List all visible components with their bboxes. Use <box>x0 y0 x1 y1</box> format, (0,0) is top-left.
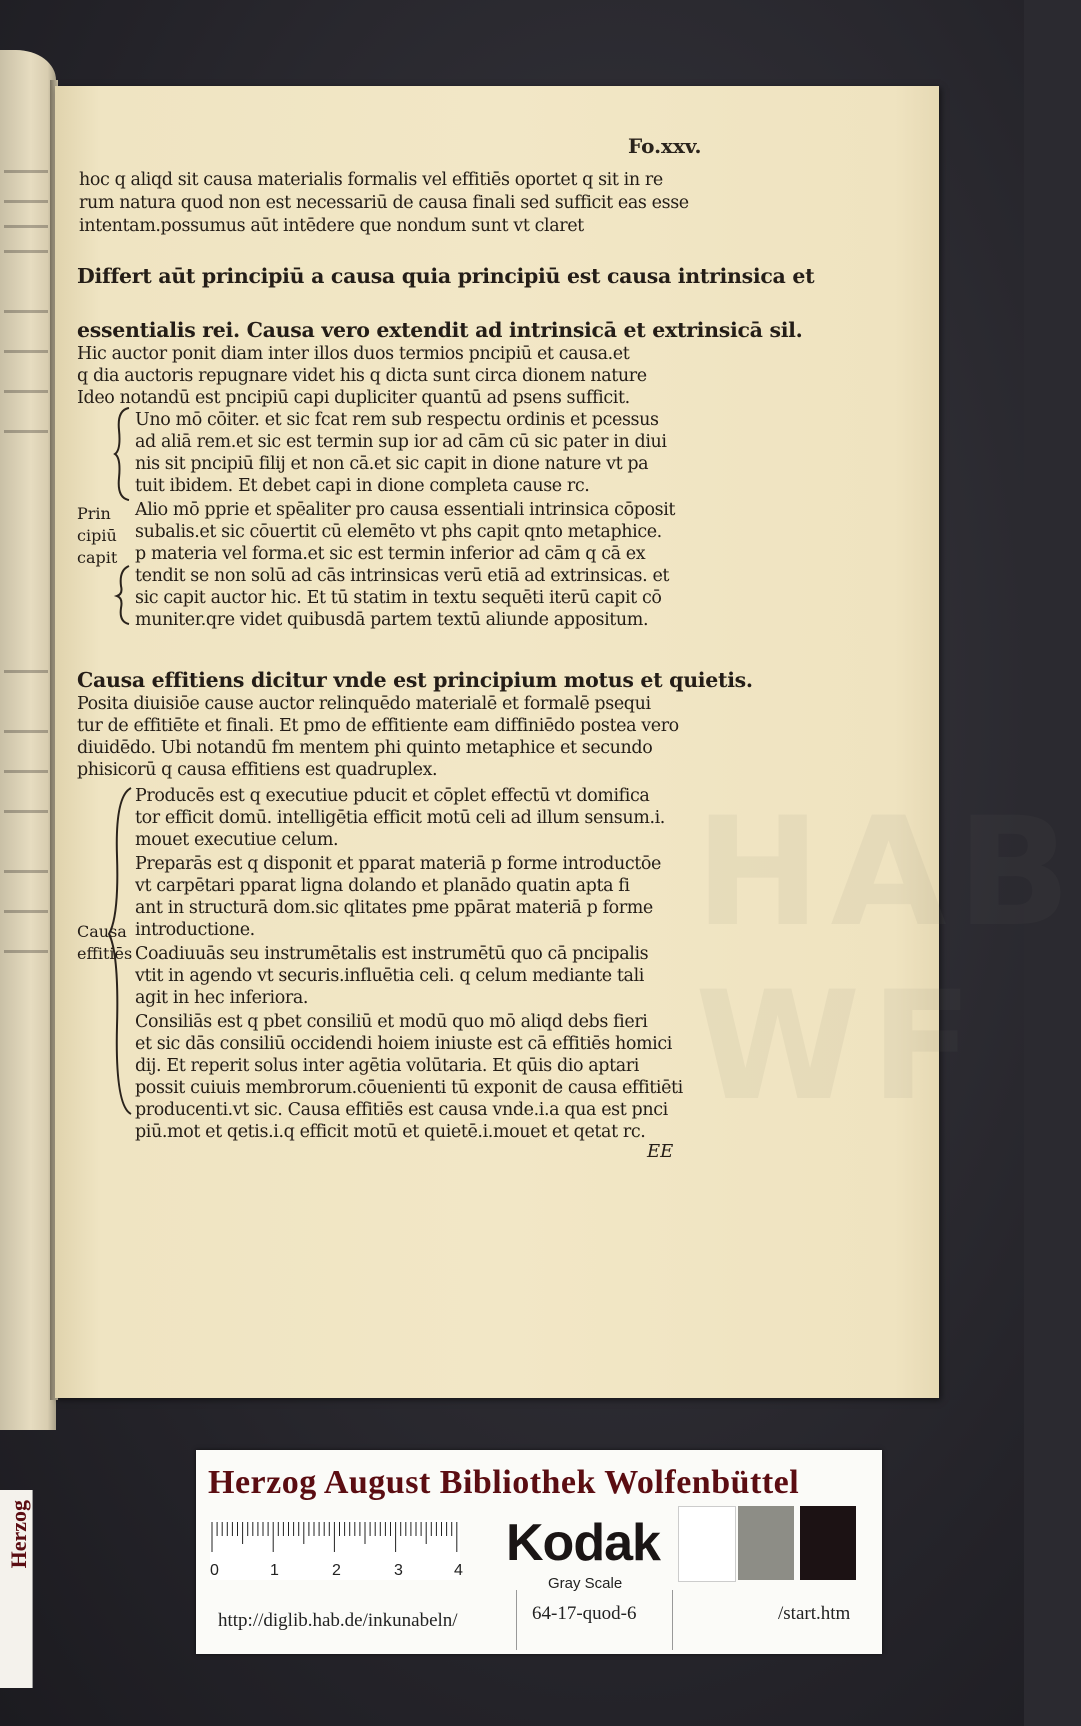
brace <box>115 564 133 626</box>
ruler-number: 2 <box>332 1562 341 1579</box>
sub-line: et sic dās consiliū occidendi hoiem iniuste est cā effitiēs homici <box>135 1034 672 1054</box>
commentary-line: phisicorū q causa effitiens est quadruplex. <box>77 760 438 780</box>
sub-line: vtit in agendo vt securis.influētia celi. q celum mediante tali <box>135 966 644 986</box>
sub-line: Alio mō pprie et spēaliter pro causa essentiali intrinsica cōposit <box>135 500 676 520</box>
gray-scale-label: Gray Scale <box>548 1575 623 1592</box>
calibration-card <box>196 1450 882 1654</box>
sub-line: dij. Et reperit solus inter agētia volūtaria. Et qūis dio aptari <box>135 1056 639 1076</box>
margin-note: capit <box>77 548 118 567</box>
commentary-line: Posita diuisiōe cause auctor relinquēdo materialē et formalē psequi <box>77 694 651 714</box>
watermark: HAB WF <box>695 786 1081 1134</box>
lemma-line: essentialis rei. Causa vero extendit ad intrinsicā et extrinsicā sil. <box>77 318 803 342</box>
text-line: rum natura quod non est necessariū de causa finali sed sufficit eas esse <box>79 193 689 213</box>
sub-line: tor efficit domū. intelligētia efficit motū celi ad illum sensum.i. <box>135 808 665 828</box>
sub-line: sic capit auctor hic. Et tū statim in textu sequēti iterū capit cō <box>135 588 662 608</box>
margin-note: Causa <box>77 922 127 941</box>
shelfmark-code: 64-17-quod-6 <box>532 1603 637 1624</box>
sub-line: tuit ibidem. Et debet capi in dione completa cause rc. <box>135 476 590 496</box>
left-page-edge <box>0 50 56 1430</box>
text-line: hoc q aliqd sit causa materialis formalis vel effitiēs oportet q sit in re <box>79 170 663 190</box>
lemma-line: Differt aūt principiū a causa quia principiū est causa intrinsica et <box>77 264 815 288</box>
ruler <box>210 1520 463 1580</box>
sub-line: mouet executiue celum. <box>135 830 339 850</box>
sub-line: producenti.vt sic. Causa effitiēs est causa vnde.i.a qua est pnci <box>135 1100 668 1120</box>
sub-line: Producēs est q executiue pducit et cōplet effectū vt domifica <box>135 786 650 806</box>
sub-line: Preparās est q disponit et pparat materiā p forme introductōe <box>135 854 661 874</box>
book-page <box>55 86 1081 1398</box>
side-card-text: Herzog <box>6 1500 31 1569</box>
library-title: Herzog August Bibliothek Wolfenbüttel <box>208 1464 800 1501</box>
sub-line: Uno mō cōiter. et sic fcat rem sub respectu ordinis et pcessus <box>135 410 659 430</box>
sub-line: Coadiuuās seu instrumētalis est instrumētū quo cā pncipalis <box>135 944 649 964</box>
sub-line: introductione. <box>135 920 255 940</box>
commentary-line: Hic auctor ponit diam inter illos duos termios pncipiū et causa.et <box>77 344 630 364</box>
commentary-line: diuidēdo. Ubi notandū fm mentem phi quinto metaphice et secundo <box>77 738 653 758</box>
margin-note: Prin <box>77 504 111 523</box>
ruler-number: 3 <box>394 1562 403 1579</box>
commentary-line: q dia auctoris repugnare videt his q dicta sunt circa dionem nature <box>77 366 647 386</box>
ruler-number: 1 <box>270 1562 279 1579</box>
sub-line: piū.mot et qetis.i.q efficit motū et quietē.i.mouet et qetat rc. <box>135 1122 646 1142</box>
gray-patch-black <box>800 1506 856 1580</box>
brace <box>113 406 133 502</box>
side-card-fragment <box>0 1490 33 1688</box>
ruler-number: 4 <box>454 1562 463 1579</box>
sub-line: nis sit pncipiū filij et non cā.et sic capit in dione nature vt pa <box>135 454 649 474</box>
commentary-line: Ideo notandū est pncipiū capi dupliciter quantū ad psens sufficit. <box>77 388 630 408</box>
divider <box>516 1590 517 1650</box>
text-line: intentam.possumus aūt intēdere que nondum sunt vt claret <box>79 216 584 236</box>
sub-line: subalis.et sic cōuertit cū elemēto vt phs capit qnto metaphice. <box>135 522 662 542</box>
sub-line: p materia vel forma.et sic est termin inferior ad cām q cā ex <box>135 544 646 564</box>
gray-patch-white <box>678 1506 736 1582</box>
sub-line: vt carpētari pparat ligna dolando et planādo quatin apta fi <box>135 876 630 896</box>
margin-note: effitiēs <box>77 944 133 963</box>
sub-line: muniter.qre videt quibusdā partem textū aliunde appositum. <box>135 610 649 630</box>
ruler-number: 0 <box>210 1562 219 1579</box>
sub-line: possit cuiuis membrorum.cōuenienti tū exponit de causa effitiēti <box>135 1078 683 1098</box>
margin-note: cipiū <box>77 526 117 545</box>
signature-mark: EE <box>647 1141 674 1162</box>
commentary-line: tur de effitiēte et finali. Et pmo de effitiente eam diffiniēdo postea vero <box>77 716 679 736</box>
url-text: http://diglib.hab.de/inkunabeln/ <box>218 1610 458 1631</box>
folio-number: Fo.xxv. <box>628 134 702 158</box>
start-url: /start.htm <box>778 1603 851 1624</box>
gray-patch-mid <box>738 1506 794 1580</box>
sub-line: agit in hec inferiora. <box>135 988 309 1008</box>
sub-line: ad aliā rem.et sic est termin sup ior ad cām cū sic pater in diui <box>135 432 667 452</box>
kodak-logo: Kodak <box>506 1514 660 1572</box>
divider <box>672 1590 673 1650</box>
sub-line: Consiliās est q pbet consiliū et modū quo mō aliqd debs fieri <box>135 1012 648 1032</box>
lemma-line: Causa effitiens dicitur vnde est principium motus et quietis. <box>77 668 753 692</box>
sub-line: ant in structurā dom.sic qlitates pme ppārat materiā p forme <box>135 898 653 918</box>
sub-line: tendit se non solū ad cās intrinsicas verū etiā ad extrinsicas. et <box>135 566 670 586</box>
